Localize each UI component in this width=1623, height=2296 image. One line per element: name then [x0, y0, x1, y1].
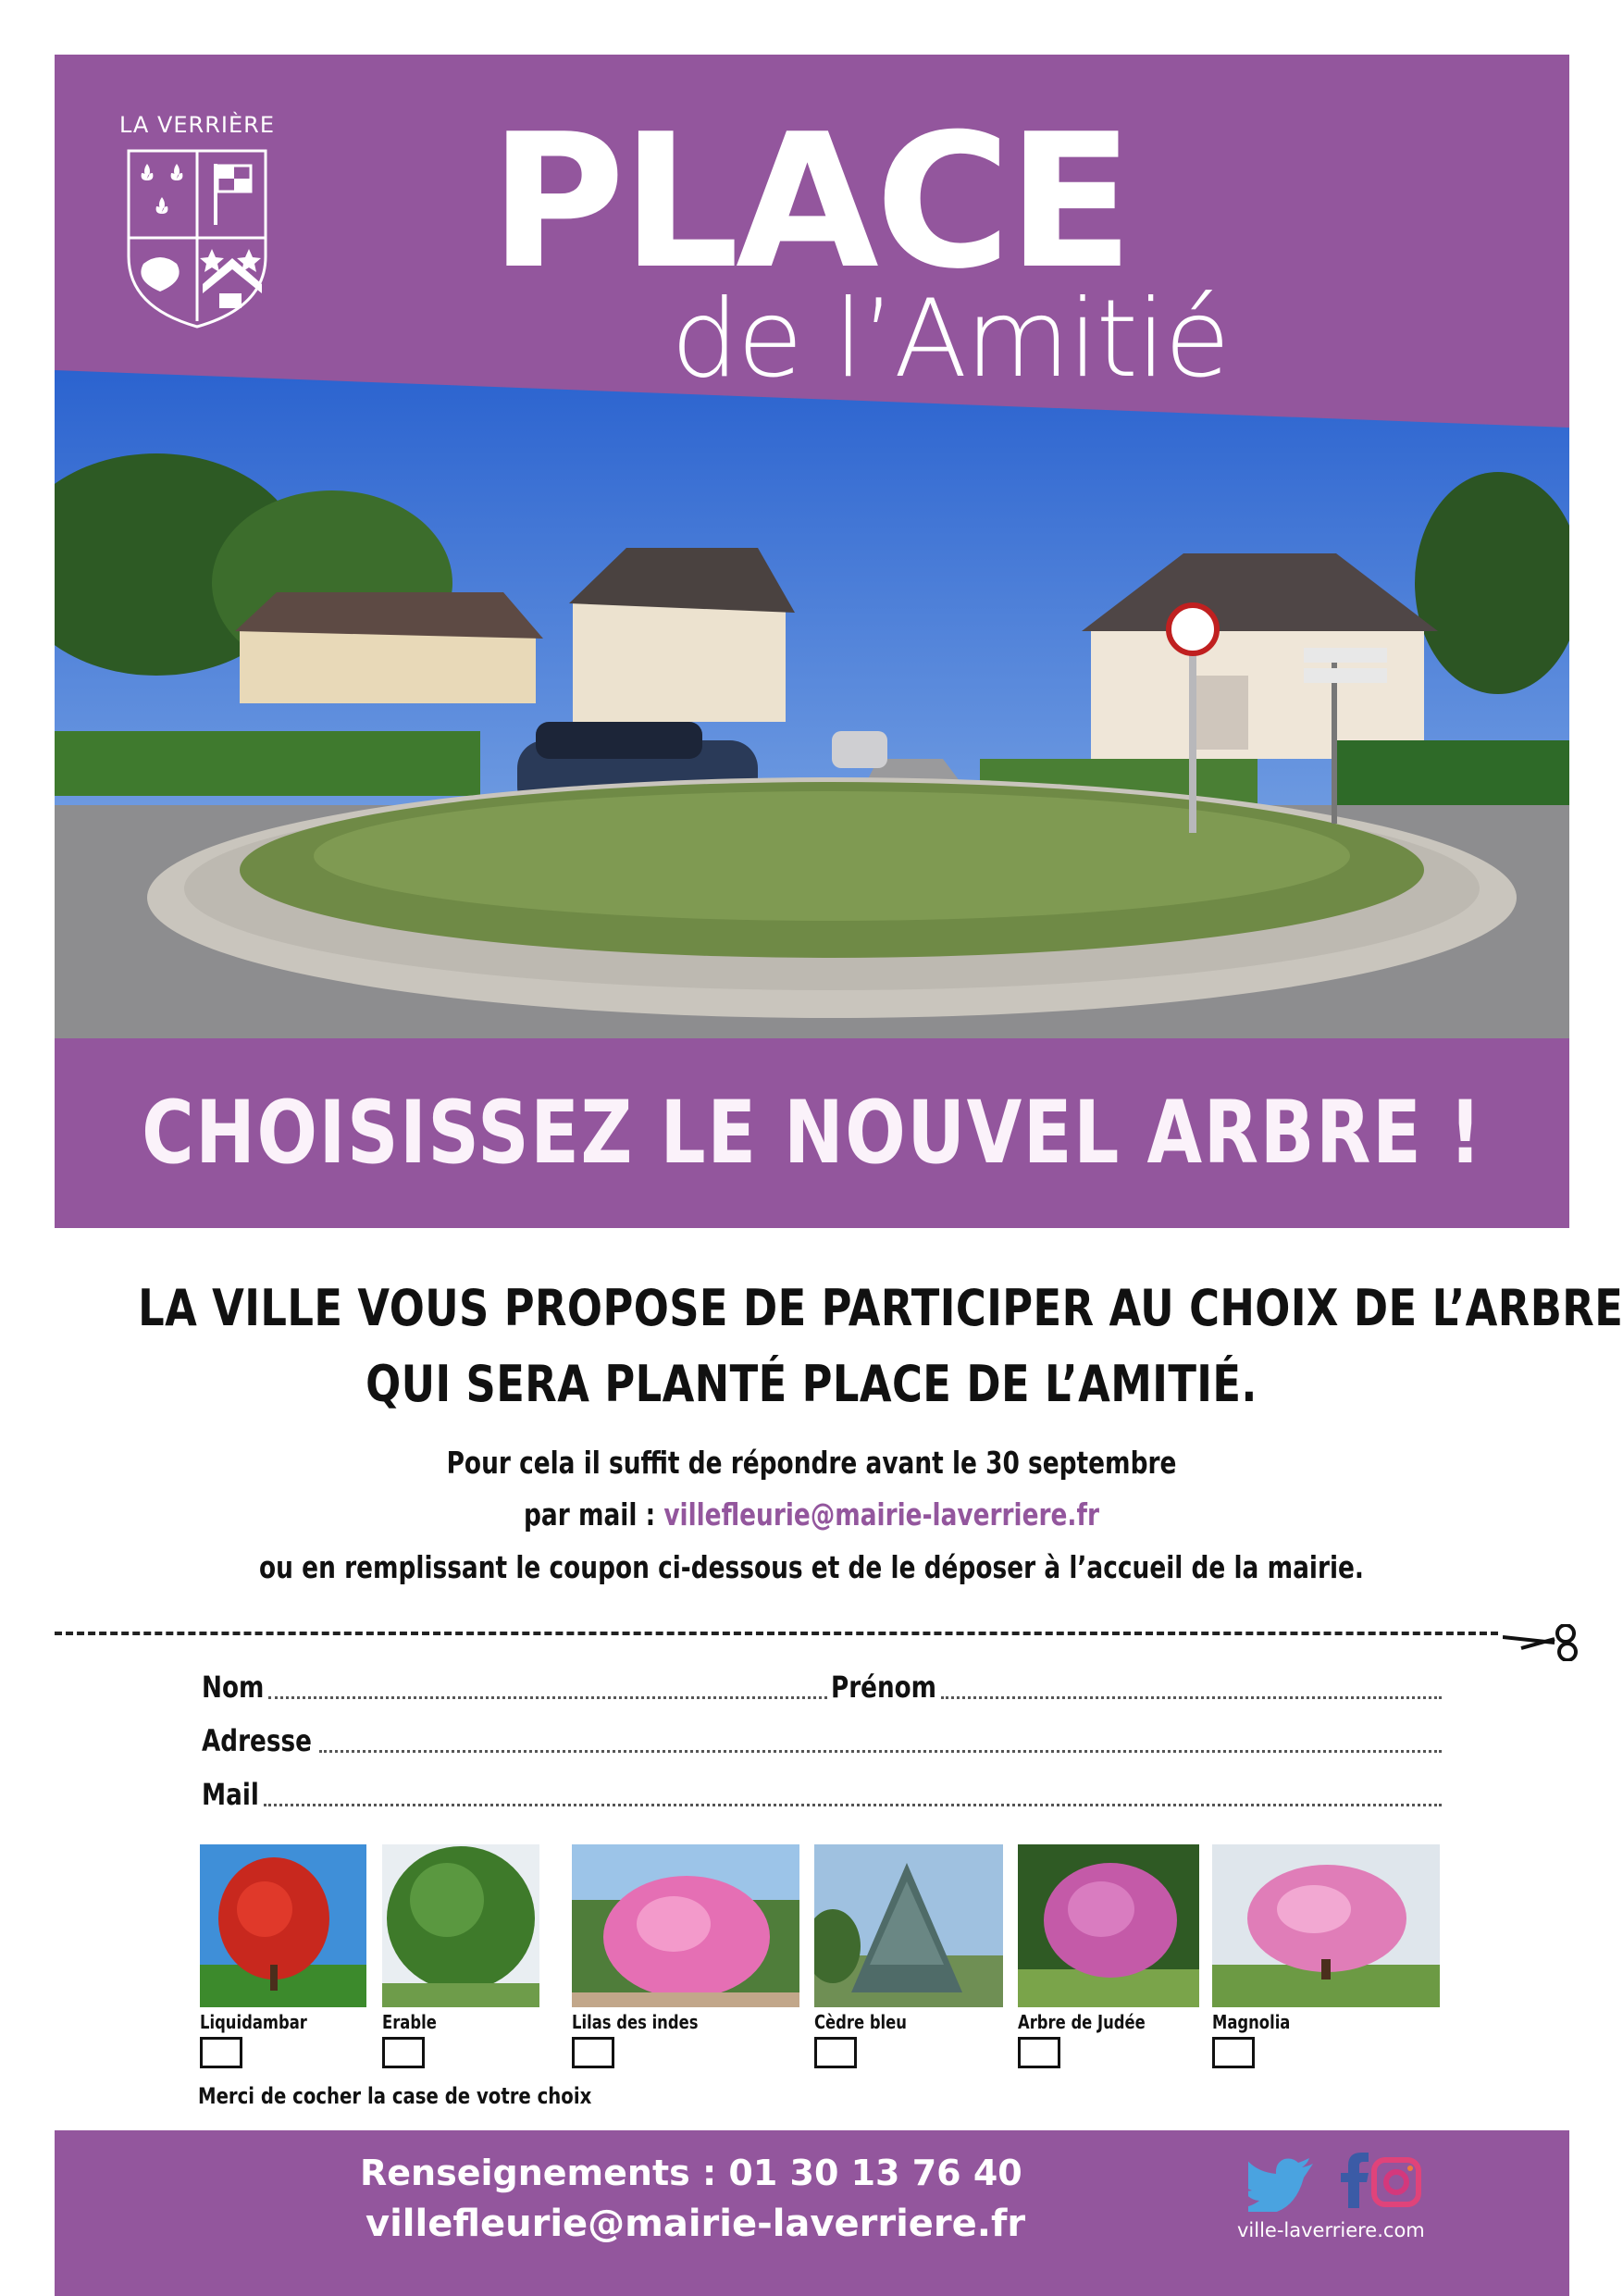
- tree-name: Magnolia: [1212, 2011, 1291, 2033]
- intro-heading-2-wrap: [0, 1355, 1623, 1413]
- tree-option-cedre-bleu: [814, 1844, 1003, 2033]
- intro-heading-1-wrap: [0, 1279, 1623, 1337]
- call-to-action-banner: [55, 1038, 1569, 1228]
- social-icons: [1248, 2147, 1433, 2212]
- intro-line-2-wrap: [0, 1496, 1623, 1533]
- adresse-field[interactable]: [319, 1750, 1442, 1753]
- intro-email-link[interactable]: villefleurie@mairie-laverriere.fr: [663, 1496, 1099, 1533]
- crest-name: LA VERRIÈRE: [119, 112, 275, 138]
- intro-line-1-wrap: [0, 1445, 1623, 1481]
- checkbox-instruction: Merci de cocher la case de votre choix: [198, 2083, 592, 2109]
- intro-mail-prefix: par mail :: [524, 1496, 664, 1533]
- nom-field[interactable]: [268, 1696, 827, 1699]
- adresse-label: Adresse: [202, 1723, 312, 1758]
- tree-option-magnolia: [1212, 1844, 1440, 2033]
- prenom-field[interactable]: [941, 1696, 1442, 1699]
- instagram-icon[interactable]: [1374, 2160, 1419, 2204]
- cedre-bleu-photo: [814, 1844, 1003, 2007]
- magnolia-photo: [1212, 1844, 1440, 2007]
- intro-mail-line: [162, 1496, 1460, 1533]
- footer-website[interactable]: ville-laverriere.com: [1237, 2219, 1425, 2241]
- tree-name: Arbre de Judée: [1018, 2011, 1146, 2033]
- facebook-icon[interactable]: [1341, 2153, 1369, 2208]
- magnolia-checkbox[interactable]: [1212, 2037, 1255, 2068]
- footer-email[interactable]: villefleurie@mairie-laverriere.fr: [365, 2203, 1026, 2245]
- mail-row: [202, 1777, 1442, 1812]
- tree-name: Cèdre bleu: [814, 2011, 907, 2033]
- place-subtitle: de l’Amitié: [671, 277, 1229, 402]
- twitter-icon[interactable]: [1248, 2157, 1313, 2212]
- prenom-label: Prénom: [831, 1669, 937, 1705]
- place-title: PLACE: [489, 94, 1131, 310]
- footer-band: [55, 2130, 1569, 2296]
- nom-row: [202, 1669, 827, 1705]
- cedre-bleu-checkbox[interactable]: [814, 2037, 857, 2068]
- mail-label: Mail: [202, 1777, 259, 1812]
- nom-label: Nom: [202, 1669, 265, 1705]
- tree-option-arbre-de-judee: [1018, 1844, 1199, 2033]
- lilas-des-indes-checkbox[interactable]: [572, 2037, 614, 2068]
- coat-of-arms-icon: [123, 145, 271, 330]
- banner-title: CHOISISSEZ LE NOUVEL ARBRE !: [141, 1083, 1483, 1184]
- footer-phone: Renseignements : 01 30 13 76 40: [360, 2153, 1022, 2193]
- intro-deadline: Pour cela il suffit de répondre avant le 30 septembre: [446, 1445, 1177, 1481]
- intro-heading-line-2: QUI SERA PLANTÉ PLACE DE L’AMITIÉ.: [365, 1355, 1258, 1413]
- roundabout-photo: [55, 370, 1569, 1038]
- dashed-separator: [55, 1632, 1498, 1635]
- intro-line-3-wrap: [0, 1549, 1623, 1585]
- arbre-de-judee-checkbox[interactable]: [1018, 2037, 1060, 2068]
- liquidambar-photo: [200, 1844, 366, 2007]
- cut-line: [55, 1624, 1591, 1661]
- adresse-row: [202, 1723, 1442, 1758]
- tree-option-liquidambar: [200, 1844, 366, 2033]
- lilas-des-indes-photo: [572, 1844, 799, 2007]
- scissors-icon: [1503, 1624, 1592, 1661]
- erable-photo: [382, 1844, 539, 2007]
- intro-coupon-instructions: ou en remplissant le coupon ci-dessous et de le déposer à l’accueil de la mairie.: [259, 1549, 1364, 1585]
- prenom-row: [831, 1669, 1442, 1705]
- arbre-de-judee-photo: [1018, 1844, 1199, 2007]
- intro-heading-line-1: LA VILLE VOUS PROPOSE DE PARTICIPER AU CHOIX DE L’ARBRE: [138, 1279, 1623, 1337]
- mail-field[interactable]: [264, 1804, 1442, 1806]
- liquidambar-checkbox[interactable]: [200, 2037, 242, 2068]
- tree-name: Erable: [382, 2011, 437, 2033]
- tree-name: Lilas des indes: [572, 2011, 699, 2033]
- tree-option-lilas-des-indes: [572, 1844, 799, 2033]
- tree-option-erable: [382, 1844, 539, 2033]
- tree-name: Liquidambar: [200, 2011, 307, 2033]
- erable-checkbox[interactable]: [382, 2037, 425, 2068]
- city-crest: [114, 112, 280, 334]
